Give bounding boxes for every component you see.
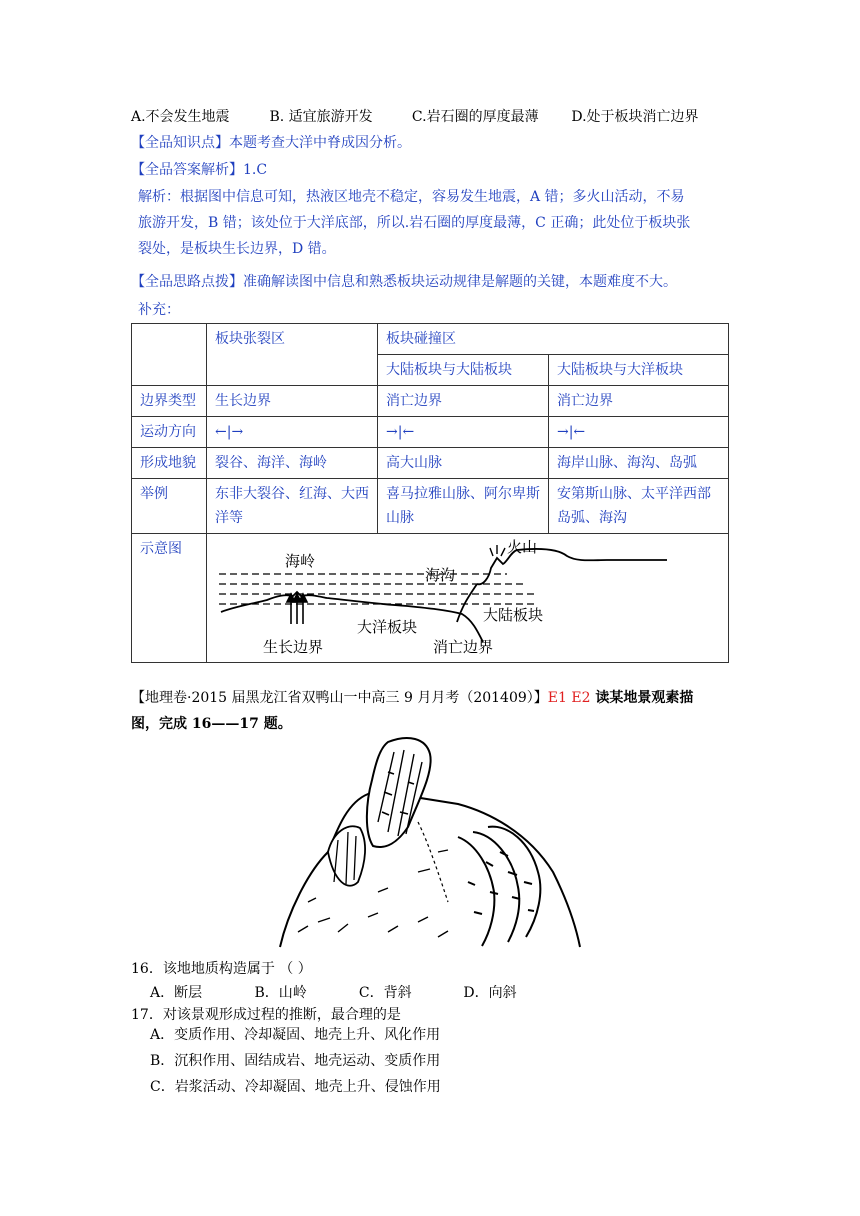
label-oceanic-plate: 大洋板块 xyxy=(357,618,418,636)
cell-cc: →|← xyxy=(378,417,549,448)
volcano-eruption-marks xyxy=(490,545,505,556)
cell-co: 消亡边界 xyxy=(548,386,728,417)
q16-option-a: A．断层 xyxy=(150,985,203,1001)
label-volcano: 火山 xyxy=(507,538,538,556)
cell-co: →|← xyxy=(548,417,728,448)
answer-analysis xyxy=(131,159,267,179)
source-line1-rest: 读某地景观素描 xyxy=(590,690,694,706)
table-row xyxy=(132,479,729,534)
analysis-line-1: 解析：根据图中信息可知，热液区地壳不稳定，容易发生地震，A 错；多火山活动，不易 xyxy=(138,189,685,205)
q15-option-d: D.处于板块消亡边界 xyxy=(571,109,699,125)
source-prefix: 【地理卷·2015 届黑龙江省双鸭山一中高三 9 月月考（201409）】 xyxy=(131,690,548,706)
knowledge-text: 本题考查大洋中脊成因分析。 xyxy=(229,135,411,151)
answer-tag: 【全品答案解析】 xyxy=(131,162,243,178)
cell-cc: 喜马拉雅山脉、阿尔卑斯山脉 xyxy=(378,479,549,534)
subheader-continental-oceanic: 大陆板块与大洋板块 xyxy=(548,355,728,386)
cell-rift: 裂谷、海洋、海岭 xyxy=(207,448,378,479)
label-growth-boundary: 生长边界 xyxy=(263,638,324,656)
q15-option-a: A.不会发生地震 xyxy=(131,109,230,125)
cell-rift: ←|→ xyxy=(207,417,378,448)
header-rift-zone: 板块张裂区 xyxy=(207,324,378,386)
table-row xyxy=(132,417,729,448)
landscape-sketch xyxy=(268,732,588,952)
q16-option-b: B．山岭 xyxy=(254,985,307,1001)
table-row xyxy=(132,534,729,663)
thinking-hint xyxy=(131,271,677,291)
subheader-continental-continental: 大陆板块与大陆板块 xyxy=(378,355,549,386)
plate-boundary-diagram xyxy=(207,534,727,662)
q17-options xyxy=(150,1022,441,1100)
cell-cc: 消亡边界 xyxy=(378,386,549,417)
source-line-2: 图，完成 16——17 题。 xyxy=(131,716,292,732)
label-continental-plate: 大陆板块 xyxy=(483,606,544,624)
knowledge-tag: 【全品知识点】 xyxy=(131,135,229,151)
q16-stem: 16．该地地质构造属于 （ ） xyxy=(131,961,312,977)
table-corner-cell xyxy=(132,324,207,386)
row-label: 形成地貌 xyxy=(132,448,207,479)
cell-rift: 生长边界 xyxy=(207,386,378,417)
row-label: 示意图 xyxy=(132,534,207,663)
q16-options xyxy=(150,982,517,1002)
plate-diagram-cell xyxy=(207,534,729,663)
trench-wall-line xyxy=(457,584,477,622)
thinking-text: 准确解读图中信息和熟悉板块运动规律是解题的关键，本题难度不大。 xyxy=(243,274,677,290)
knowledge-point xyxy=(131,132,411,152)
header-collision-zone: 板块碰撞区 xyxy=(378,324,729,355)
q17-option-b: B．沉积作用、固结成岩、地壳运动、变质作用 xyxy=(150,1053,441,1069)
analysis-line-3: 裂处，是板块生长边界，D 错。 xyxy=(138,241,336,257)
q16-option-c: C．背斜 xyxy=(358,985,412,1001)
q15-option-b: B. 适宜旅游开发 xyxy=(269,109,373,125)
cell-co: 海岸山脉、海沟、岛弧 xyxy=(548,448,728,479)
row-label: 边界类型 xyxy=(132,386,207,417)
supplement-label: 补充： xyxy=(138,302,180,318)
continent-surface-line xyxy=(477,549,667,584)
table-row xyxy=(132,448,729,479)
row-label: 运动方向 xyxy=(132,417,207,448)
rising-arrows xyxy=(287,594,307,624)
q17-stem: 17．对该景观形成过程的推断，最合理的是 xyxy=(131,1007,401,1023)
label-trench: 海沟 xyxy=(425,566,456,584)
question-source xyxy=(131,685,693,711)
table-row xyxy=(132,386,729,417)
thinking-tag: 【全品思路点拨】 xyxy=(131,274,243,290)
label-subduction-boundary: 消亡边界 xyxy=(433,638,494,656)
row-label: 举例 xyxy=(132,479,207,534)
q17-option-c: C．岩浆活动、冷却凝固、地壳上升、侵蚀作用 xyxy=(150,1079,441,1095)
source-codes: E1 E2 xyxy=(547,690,591,706)
analysis-text xyxy=(138,184,690,262)
answer-text: 1.C xyxy=(243,162,268,178)
q17-option-a: A．变质作用、冷却凝固、地壳上升、风化作用 xyxy=(150,1027,441,1043)
label-ridge: 海岭 xyxy=(285,552,316,570)
cell-rift: 东非大裂谷、红海、大西洋等 xyxy=(207,479,378,534)
q15-options xyxy=(131,106,699,126)
analysis-line-2: 旅游开发，B 错；该处位于大洋底部，所以.岩石圈的厚度最薄，C 正确；此处位于板块张 xyxy=(138,215,691,231)
q16-option-d: D．向斜 xyxy=(463,985,517,1001)
cell-co: 安第斯山脉、太平洋西部岛弧、海沟 xyxy=(548,479,728,534)
cell-cc: 高大山脉 xyxy=(378,448,549,479)
ocean-floor-line xyxy=(221,592,483,642)
plate-boundary-table xyxy=(131,323,729,663)
q15-option-c: C.岩石圈的厚度最薄 xyxy=(411,109,539,125)
